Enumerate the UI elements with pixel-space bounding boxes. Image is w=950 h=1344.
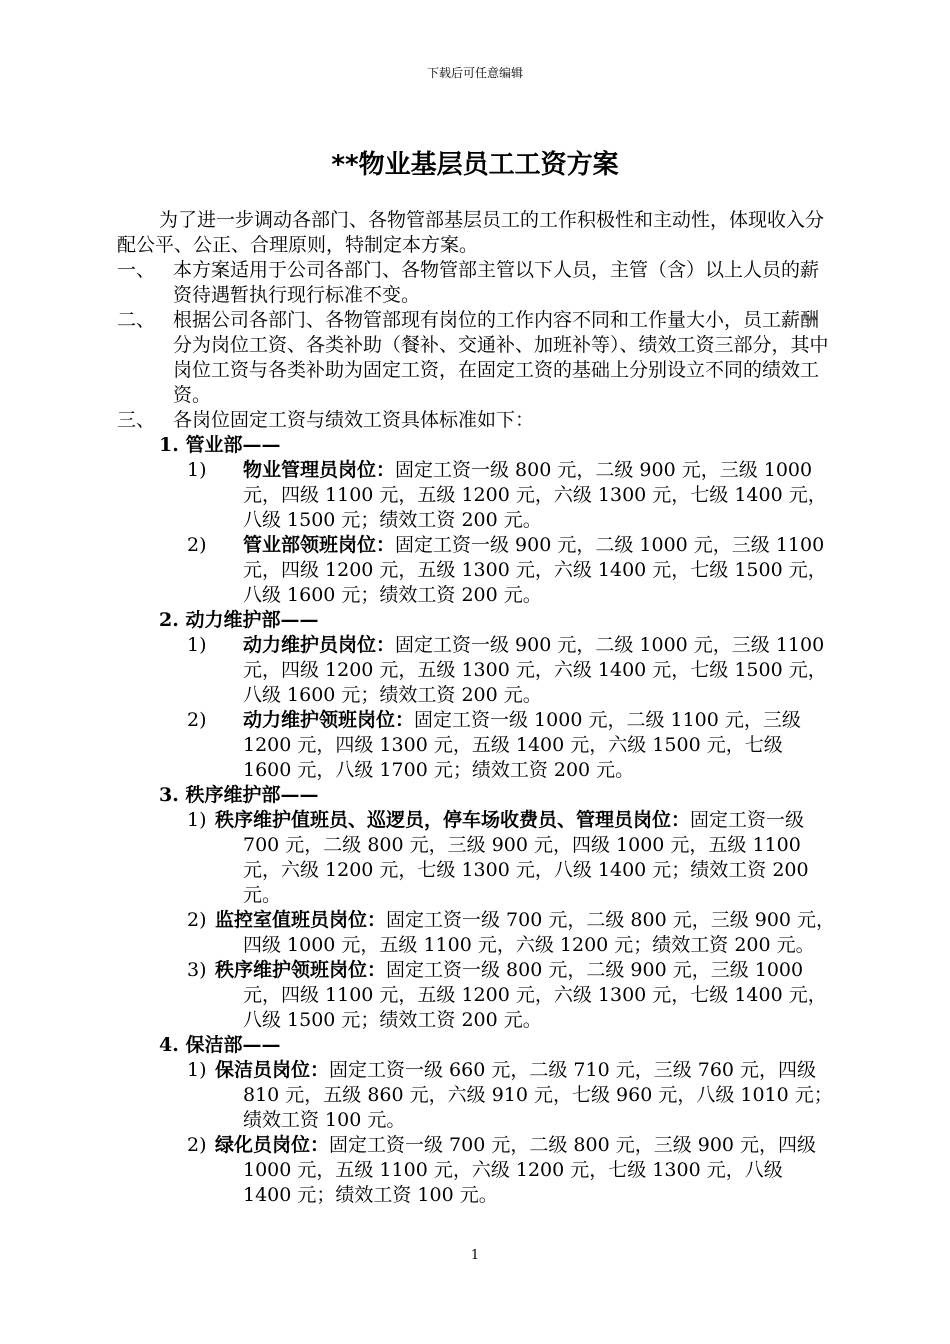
section-number: 二、	[117, 309, 156, 331]
item-text: 固定工资一级 700 元，二级 800 元，三级 900 元，四级 1000 元，五级 1100 元，六级 1200 元，七级 1300 元，八级 1400 元；绩效工资 100 元。	[243, 1134, 817, 1206]
department-heading: 1. 管业部——	[159, 434, 281, 456]
item-label: 物业管理员岗位：	[243, 459, 396, 481]
section-text: 根据公司各部门、各物管部现有岗位的工作内容不同和工作量大小，员工薪酬分为岗位工资、各类补助（餐补、交通补、加班补等）、绩效工资三部分，其中岗位工资与各类补助为固定工资，在固定工资的基础上分别设立不同的绩效工资。	[173, 309, 829, 406]
item-text: 固定工资一级 800 元，二级 900 元，三级 1000 元，四级 1100 元，五级 1200 元，六级 1300 元，七级 1400 元，八级 1500 元；绩效工资 200 元。	[243, 459, 827, 531]
section-number: 一、	[117, 259, 156, 281]
list-item	[187, 958, 837, 1033]
section-number: 三、	[117, 409, 156, 431]
page-number: 1	[470, 1248, 480, 1263]
item-label: 秩序维护领班岗位：	[215, 959, 387, 981]
section-text: 本方案适用于公司各部门、各物管部主管以下人员，主管（含）以上人员的薪资待遇暂执行现行标准不变。	[173, 259, 820, 306]
department-heading: 2. 动力维护部——	[159, 609, 319, 631]
department-heading: 3. 秩序维护部——	[159, 784, 319, 806]
item-label: 秩序维护值班员、巡逻员，停车场收费员、管理员岗位：	[215, 809, 691, 831]
item-number: 1)	[187, 809, 207, 831]
item-label: 监控室值班员岗位：	[215, 909, 387, 931]
item-text: 固定工资一级 800 元，二级 900 元，三级 1000 元，四级 1100 元，五级 1200 元，六级 1300 元，七级 1400 元，八级 1500 元；绩效工资 200 元。	[243, 959, 827, 1031]
item-label: 动力维护员岗位：	[243, 634, 396, 656]
department-heading: 4. 保洁部——	[159, 1034, 281, 1056]
item-number: 1)	[187, 1059, 207, 1081]
header-note: 下载后可任意编辑	[426, 66, 523, 80]
item-text: 固定工资一级 700 元，二级 800 元，三级 900 元，四级 1000 元，五级 1100 元，六级 1200 元；绩效工资 200 元。	[243, 909, 836, 956]
list-item	[187, 533, 837, 608]
section-3	[117, 408, 837, 433]
document-body	[117, 208, 837, 1208]
item-text: 固定工资一级 1000 元，二级 1100 元，三级 1200 元，四级 1300 元，五级 1400 元，六级 1500 元，七级 1600 元，八级 1700 元；绩效工资 200 元。	[243, 709, 801, 781]
item-number: 2)	[187, 534, 207, 556]
list-item	[187, 1058, 837, 1133]
item-number: 2)	[187, 1134, 207, 1156]
list-item	[187, 808, 837, 908]
item-number: 1)	[187, 459, 207, 481]
list-item	[187, 708, 837, 783]
item-label: 保洁员岗位：	[215, 1059, 330, 1081]
list-item	[187, 458, 837, 533]
item-number: 2)	[187, 709, 207, 731]
item-number: 1)	[187, 634, 207, 656]
section-1	[117, 258, 837, 308]
section-2	[117, 308, 837, 408]
item-text: 固定工资一级 660 元，二级 710 元，三级 760 元，四级 810 元，五级 860 元，六级 910 元，七级 960 元，八级 1010 元；绩效工资 100 元。	[243, 1059, 833, 1131]
item-text: 固定工资一级 900 元，二级 1000 元，三级 1100 元，四级 1200 元，五级 1300 元，六级 1400 元，七级 1500 元，八级 1600 元；绩效工资 200 元。	[243, 634, 827, 706]
list-item	[187, 633, 837, 708]
item-number: 3)	[187, 959, 207, 981]
section-text: 各岗位固定工资与绩效工资具体标准如下：	[173, 409, 535, 431]
item-text: 固定工资一级 900 元，二级 1000 元，三级 1100 元，四级 1200 元，五级 1300 元，六级 1400 元，七级 1500 元，八级 1600 元；绩效工资 200 元。	[243, 534, 827, 606]
list-item	[187, 908, 837, 958]
document-title: **物业基层员工工资方案	[331, 150, 619, 180]
item-label: 管业部领班岗位：	[243, 534, 396, 556]
item-text: 固定工资一级 700 元，二级 800 元，三级 900 元，四级 1000 元，五级 1100 元，六级 1200 元，七级 1300 元，八级 1400 元；绩效工资 200 元。	[243, 809, 809, 906]
intro-paragraph: 为了进一步调动各部门、各物管部基层员工的工作积极性和主动性，体现收入分配公平、公正、合理原则，特制定本方案。	[117, 209, 825, 256]
item-label: 绿化员岗位：	[215, 1134, 330, 1156]
list-item	[187, 1133, 837, 1208]
item-label: 动力维护领班岗位：	[243, 709, 415, 731]
item-number: 2)	[187, 909, 207, 931]
